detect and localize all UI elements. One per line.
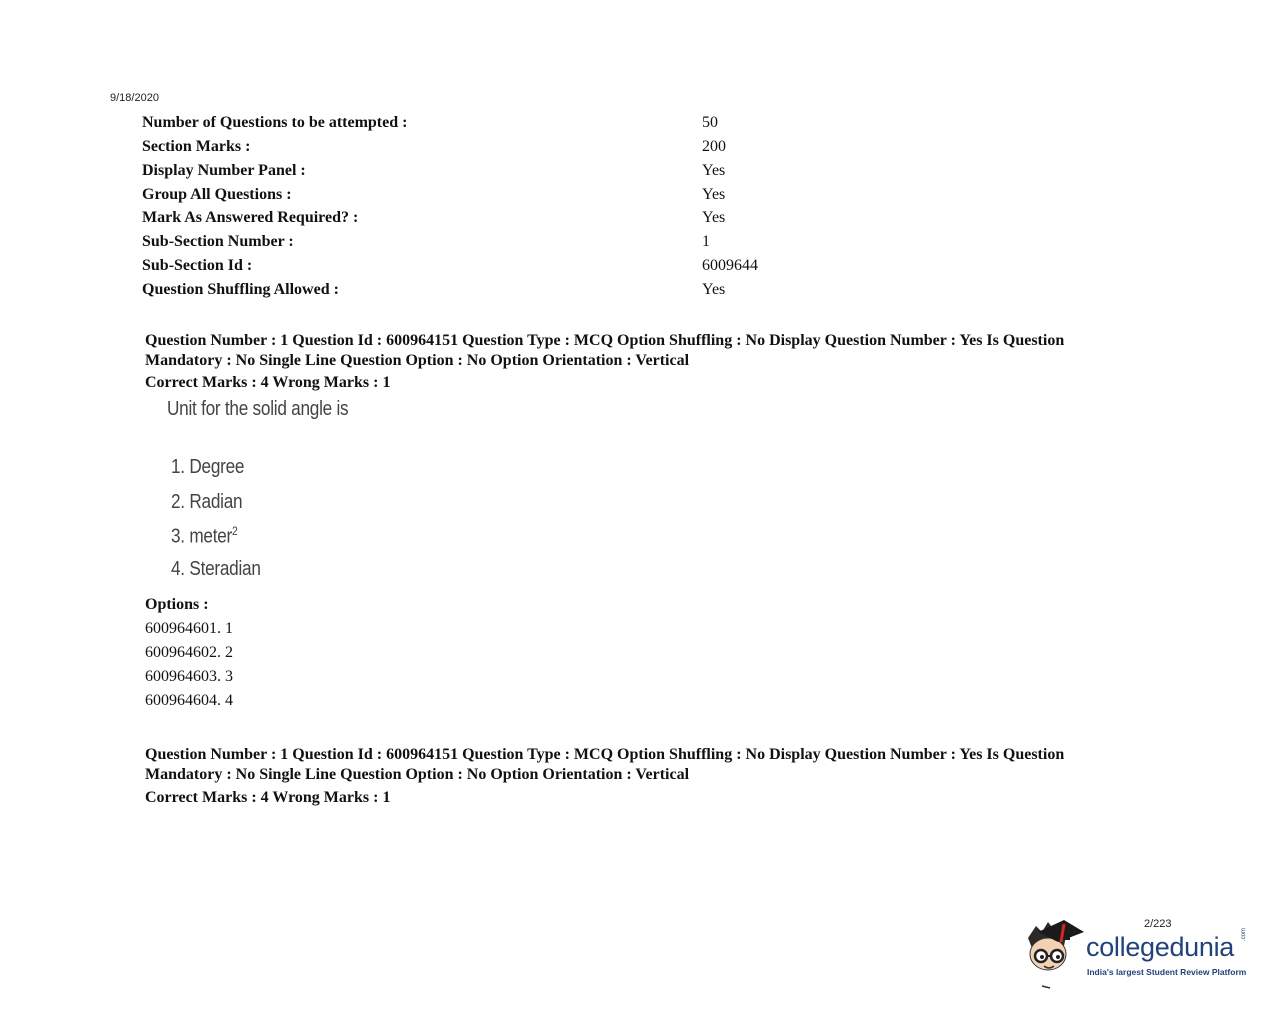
option-id-row: 600964601. 1 bbox=[145, 620, 233, 637]
info-row bbox=[142, 159, 842, 183]
info-value: Yes bbox=[702, 281, 726, 298]
options-title: Options : bbox=[145, 596, 209, 613]
info-label: Sub-Section Id : bbox=[142, 257, 253, 274]
info-row bbox=[142, 230, 842, 254]
info-value: 50 bbox=[702, 114, 718, 131]
info-label: Section Marks : bbox=[142, 138, 251, 155]
info-row bbox=[142, 135, 842, 159]
question-choice bbox=[171, 524, 238, 549]
question-marks: Correct Marks : 4 Wrong Marks : 1 bbox=[145, 374, 391, 391]
info-row bbox=[142, 183, 842, 207]
logo-text: collegedunia bbox=[1086, 932, 1235, 962]
question-text: Unit for the solid angle is bbox=[167, 398, 349, 420]
info-label: Number of Questions to be attempted : bbox=[142, 114, 408, 131]
question-choice: 2. Radian bbox=[171, 491, 243, 513]
info-label: Display Number Panel : bbox=[142, 162, 306, 179]
choice-text: 3. meter bbox=[171, 525, 233, 548]
info-value: Yes bbox=[702, 209, 726, 226]
question-choice: 4. Steradian bbox=[171, 558, 261, 580]
info-value: Yes bbox=[702, 162, 726, 179]
option-id-row: 600964603. 3 bbox=[145, 668, 233, 685]
info-value: Yes bbox=[702, 186, 726, 203]
question-meta: Question Number : 1 Question Id : 600964151 Question Type : MCQ Option Shuffling : No Display Question Number : Yes Is Question Mandatory : No Single Line Question Option : No Option Orientation : Vertical bbox=[145, 746, 1065, 783]
info-row bbox=[142, 278, 842, 302]
print-date: 9/18/2020 bbox=[110, 92, 159, 104]
info-label: Mark As Answered Required? : bbox=[142, 209, 359, 226]
info-value: 1 bbox=[702, 233, 710, 250]
info-value: 6009644 bbox=[702, 257, 758, 274]
question-meta: Question Number : 1 Question Id : 600964151 Question Type : MCQ Option Shuffling : No Display Question Number : Yes Is Question Mandatory : No Single Line Question Option : No Option Orientation : Vertical bbox=[145, 332, 1065, 369]
option-id-row: 600964602. 2 bbox=[145, 644, 233, 661]
info-row bbox=[142, 206, 842, 230]
info-row bbox=[142, 254, 842, 278]
logo-tagline: India's largest Student Review Platform bbox=[1087, 967, 1247, 977]
page-number: 2/223 bbox=[1144, 918, 1172, 930]
info-label: Group All Questions : bbox=[142, 186, 292, 203]
info-value: 200 bbox=[702, 138, 726, 155]
info-label: Question Shuffling Allowed : bbox=[142, 281, 339, 298]
info-row bbox=[142, 111, 842, 135]
logo-suffix: .com bbox=[1241, 927, 1247, 941]
info-label: Sub-Section Number : bbox=[142, 233, 294, 250]
question-marks: Correct Marks : 4 Wrong Marks : 1 bbox=[145, 789, 391, 806]
superscript: 2 bbox=[232, 524, 238, 538]
option-id-row: 600964604. 4 bbox=[145, 692, 233, 709]
question-choice: 1. Degree bbox=[171, 456, 245, 478]
